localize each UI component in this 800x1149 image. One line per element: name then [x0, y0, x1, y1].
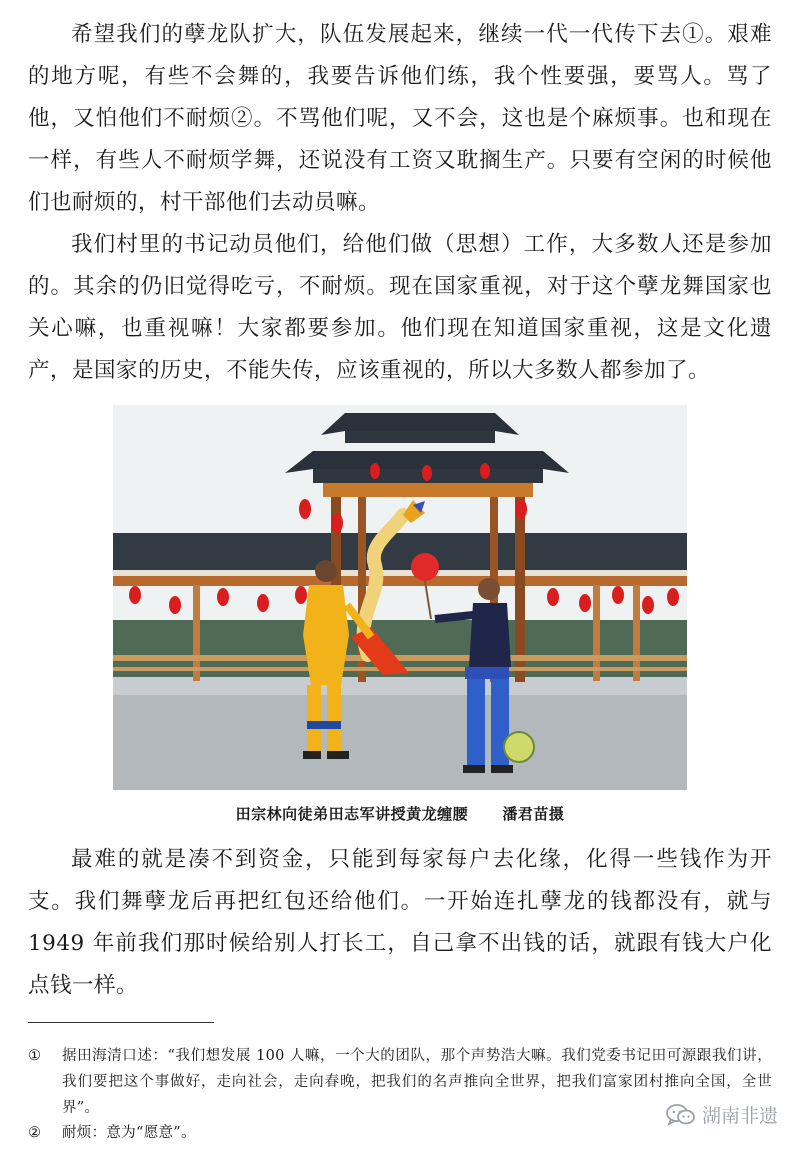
footnote-2 — [28, 1120, 772, 1146]
watermark-text: 湖南非遗 — [701, 1105, 778, 1127]
footnote-divider — [28, 1022, 214, 1023]
wechat-icon — [666, 1103, 696, 1127]
footnote-mark: ① — [28, 1048, 42, 1064]
body-paragraph-2: 我们村里的书记动员他们，给他们做（思想）工作，大多数人还是参加的。其余的仍旧觉得吃亏，不耐烦。现在国家重视，对于这个孽龙舞国家也关心嘛，也重视嘛！大家都要参加。他们现在知道国家重视，这是文化遗产，是国家的历史，不能失传，应该重视的，所以大多数人都参加了。 — [28, 232, 772, 383]
footnote-1 — [28, 1043, 772, 1121]
photo-dragon-dance-lesson — [113, 405, 687, 790]
footnote-text: 据田海清口述：“我们想发展 100 人嘛，一个大的团队，那个声势浩大嘛。我们党委书记田可源跟我们讲，我们要把这个事做好，走向社会，走向春晚，把我们的名声推向全世界，把我们富家团村推向全国，全世界”。 — [62, 1048, 772, 1116]
body-paragraph-1: 希望我们的孽龙队扩大，队伍发展起来，继续一代一代传下去①。艰难的地方呢，有些不会舞的，我要告诉他们练，我个性要强，要骂人。骂了他，又怕他们不耐烦②。不骂他们呢，又不会，这也是个麻烦事。也和现在一样，有些人不耐烦学舞，还说没有工资又耽搁生产。只要有空闲的时候他们也耐烦的，村干部他们去动员嘛。 — [28, 22, 772, 215]
photo-caption: 田宗林向徒弟田志军讲授黄龙缠腰 潘君苗摄 — [235, 805, 565, 823]
footnote-mark: ② — [28, 1125, 42, 1141]
footnote-text: 耐烦：意为“愿意”。 — [62, 1125, 196, 1141]
watermark — [666, 1101, 778, 1128]
body-paragraph-3: 最难的就是凑不到资金，只能到每家每户去化缘，化得一些钱作为开支。我们舞孽龙后再把红包还给他们。一开始连扎孽龙的钱都没有，就与1949 年前我们那时候给别人打长工，自己拿不出钱的话，就跟有钱大户化点钱一样。 — [28, 847, 772, 998]
